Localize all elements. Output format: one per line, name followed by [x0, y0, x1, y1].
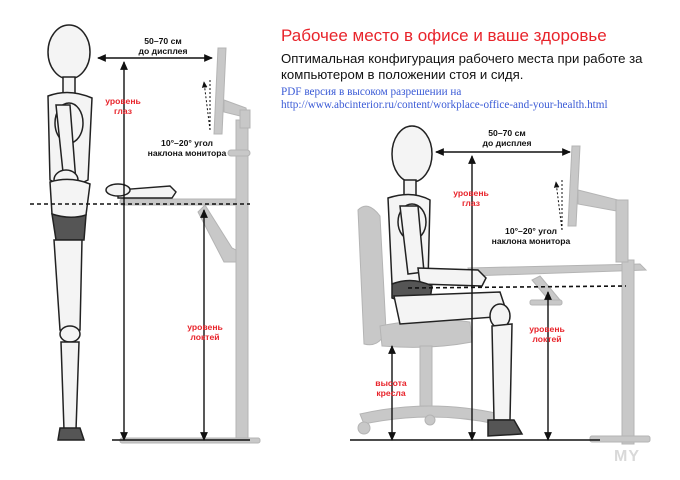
pdf-link[interactable]: http://www.abcinterior.ru/content/workplace-office-and-your-health.html [281, 99, 608, 111]
pdf-note: PDF версия в высоком разрешении на [281, 86, 462, 98]
standing-eye-label: уровень глаз [105, 96, 141, 116]
sitting-monitor [568, 146, 628, 262]
standing-desk [120, 120, 260, 443]
sitting-eye-label: уровень глаз [453, 188, 489, 208]
standing-figure [48, 25, 130, 440]
standing-tilt-label: 10°–20° угол наклона монитора [147, 138, 227, 158]
sitting-elbow-label: уровень локтей [529, 324, 565, 344]
page-title: Рабочее место в офисе и ваше здоровье [281, 26, 607, 45]
watermark: MY [614, 448, 640, 465]
standing-elbow-label: уровень локтей [187, 322, 223, 342]
sitting-elbow-level-line [408, 286, 626, 288]
sitting-distance-label: 50–70 см до дисплея [482, 128, 532, 148]
chair-height-label: высота кресла [375, 378, 407, 398]
page-subtitle: Оптимальная конфигурация рабочего места при работе за компьютером в положении стоя и сидя. [281, 51, 643, 82]
sitting-tilt-label: 10°–20° угол наклона монитора [491, 226, 571, 246]
standing-distance-label: 50–70 см до дисплея [138, 36, 188, 56]
